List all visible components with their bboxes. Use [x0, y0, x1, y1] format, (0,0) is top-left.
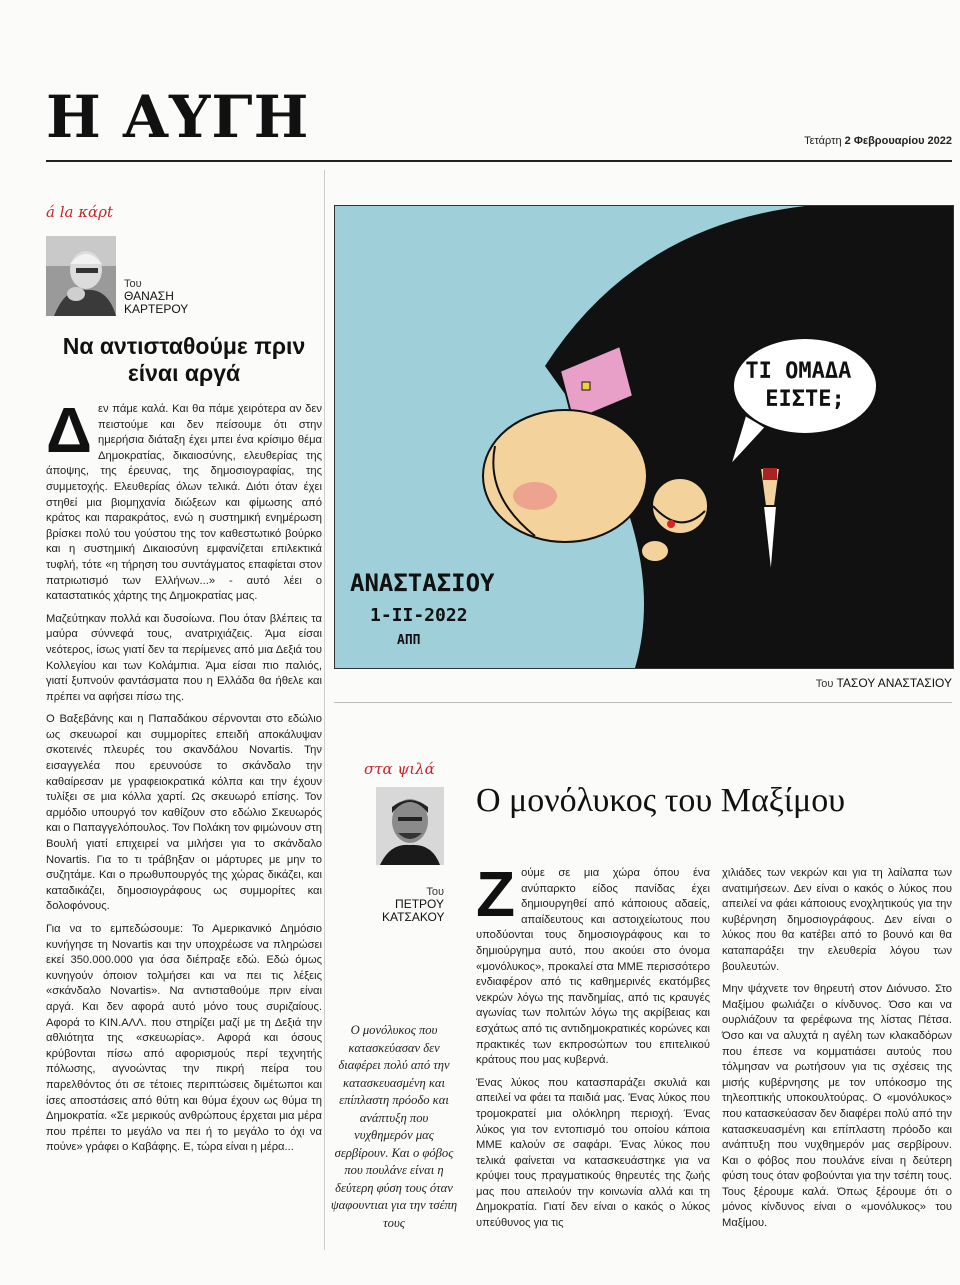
- cartoon-signature: ΑΝΑΣΤΑΣΙΟΥ: [350, 569, 495, 597]
- right-col1-paragraph-1: ούμε σε μια χώρα όπου ένα ανύπαρκτο είδος πανίδας έχει δημιουργηθεί από κάποιους αδαείς, απαίδευτους και αστοιχείωτους που υποδύονται τους δημοσιογράφους και το δημιούργημα αυτό, που ακούει στο όνομα «μονόλυκος», προκαλεί στα ΜΜΕ περισσότερο ενδιαφέρον από τις καθημερινές εκατόμβες νεκρών λόγω της πανδημίας, από τις κραυγές αγωνίας των πολιτών λόγω της ακρίβειας και εσχάτως από τις αντιδημοκρατικές κορώνες και πρακτικές των εκπροσώπων του επιτελικού κράτους που μας κυβερνά.: [476, 867, 710, 1067]
- byline-author: ΘΑΝΑΣΗ ΚΑΡΤΕΡΟΥ: [124, 289, 189, 317]
- masthead: Η ΑΥΓΗ: [46, 83, 310, 151]
- portrait-icon: [376, 787, 444, 865]
- article-title-right: Ο μονόλυκος του Μαξίμου: [476, 782, 846, 819]
- byline-prefix-right: Του: [426, 886, 444, 898]
- author-photo-karteros: [46, 236, 116, 316]
- dropcap-right: Ζ: [476, 858, 516, 930]
- issue-date: [804, 135, 952, 147]
- cartoon-signature-date: 1-II-2022: [370, 605, 468, 626]
- right-col1-paragraph-2: Ένας λύκος που κατασπαράζει σκυλιά και απειλεί να φάει τα παιδιά μας. Ένας λύκος που τρομοκρατεί μια ολόκληρη περιοχή. Ένας λύκος για τον εντοπισμό του οποίου κάποια ΜΜΕ καλούν σε σαφάρι. Ένας λύκος που τελικά φαίνεται να κατασκευάστηκε για να κρύψει τους πραγματικούς θηρευτές της ζωής μας που απειλούν την κοινωνία αλλά και τη Δημοκρατία. Γιατί δεν είναι ο κακός ο λύκος υπεύθυνος για τις: [476, 1076, 710, 1230]
- pull-quote: Ο μονόλυκος που κατασκεύασαν δεν διαφέρει πολύ από την κατασκευασμένη και επίπλαστη πρόοδο και ανάπτυξη που νυχθημερόν μας σερβίρουν. Και ο φόβος που πουλάνε είναι η δεύτερη φύση τους όταν ψαφουντιαι για την τσέπη τους: [330, 1023, 458, 1230]
- article-body-right-col2: [722, 866, 952, 1239]
- left-paragraph-2: Μαζεύτηκαν πολλά και δυσοίωνα. Που όταν βλέπεις τα μαύρα σύννεφά τους, ανατριχιάζεις. Άμα είσαι νεότερος, ίσως γιατί δεν τα περίμενες από μια Δεξιά του Κολλεγίου και των Κολάμπια. Άμα είσαι πιο παλιός, γιατί ξυπνούν φαντάσματα που η Ελλάδα θα ήθελε και πρέπει να αφήσει πίσω της.: [46, 612, 322, 703]
- section-tag-sta-psila: στα ψιλά: [364, 760, 435, 778]
- right-col2-paragraph-1: χιλιάδες των νεκρών και για τη λαίλαπα των ανατιμήσεων. Δεν είναι ο κακός ο λύκος που απειλεί να φάει κάποιους ενοχλητικούς για την κυβέρνηση δημοσιογράφους. Δεν είναι ο λύκος που θα κατέβει από το βουνό και θα καταπαράξει την ελευθερία λόγου των βουλευτών.: [722, 867, 952, 973]
- date-day: Τετάρτη: [804, 135, 842, 147]
- left-paragraph-1: εν πάμε καλά. Και θα πάμε χειρότερα αν δεν πειστούμε και δεν πείσουμε ότι στην ημερήσια διάταξη έχει μπει ένα κρίσιμο θέμα Δημοκρατίας, δικαιοσύνης, ελευθερίας της άποψης, της έρευνας, της δημοσιογραφίας, της συμμετοχής. Ελευθερίας όλων τελικά. Διότι όταν έχει στηθεί μια βιομηχανία διώξεων και φίμωσης από κράτος και παρακράτος, ενώ η συστημική ενημέρωση βρίσκει πολύ του γούστου της τον καθεστωτικό βούρκο και η συστημική Δικαιοσύνη εμφανίζεται επιλεκτικά τυφλή, τότε «η τήρηση του συντάγματος επαφίεται στον πατριωτισμό των Ελλήνων...» - αυτό λέει ο καταστατικός χάρτης της Δημοκρατίας μας.: [46, 403, 322, 603]
- section-tag-ala-kart: á la κάρt: [46, 203, 114, 221]
- byline-katsakos: [382, 886, 444, 924]
- column-divider: [324, 170, 325, 1250]
- cartoon-drawing: [335, 206, 953, 668]
- masthead-rule: [46, 160, 952, 162]
- article-body-left: [46, 394, 322, 1163]
- credit-prefix: Του: [815, 678, 834, 690]
- dropcap-left: Δ: [46, 394, 92, 466]
- article-body-right-col1: [476, 858, 710, 1239]
- editorial-cartoon: [334, 205, 954, 669]
- byline-author-right: ΠΕΤΡΟΥ ΚΑΤΣΑΚΟΥ: [382, 897, 445, 925]
- speech-line-1: ΤΙ ΟΜΑΔΑ: [745, 359, 852, 384]
- left-paragraph-3: Ο Βαξεβάνης και η Παπαδάκου σέρνονται στο εδώλιο ως σκευωροί και συμμορίτες επειδή αποκάλυψαν σκοτεινές πλευρές του σκανδάλου Novartis. Την εισαγγελέα που ερευνούσε το σκάνδαλο την καθαίρεσαν με γραφειοκρατικά κόλπα και την έχουν τυλίξει σε μια κόλλα χαρτί. Ως σκευωρό επίσης. Τον αρμόδιο υπουργό τον καθίζουν στο εδώλιο Σκευωρός και ο Παπαγγελόπουλος. Τον Πολάκη τον φιμώνουν στη Βουλή γιατί επιχειρεί να μιλήσει για το σκάνδαλο Novartis. Για το τι τράβηξαν οι μάρτυρες με μην το συζητάμε. Και ο πρωθυπουργός της χώρας δικάζει, και καταδικάζει, δημοσιογράφους ως συμμορίτες και δολοφόνους.: [46, 713, 322, 913]
- byline-karteros: [124, 278, 204, 316]
- cartoon-rule: [334, 702, 952, 703]
- speech-line-2: ΕΙΣΤΕ;: [765, 387, 845, 412]
- right-col2-paragraph-2: Μην ψάχνετε τον θηρευτή στον Διόνυσο. Στο Μαξίμου φωλιάζει ο κίνδυνος. Όσο και να ουρλιάζουν τα φερέφωνα της λίστας Πέτσα. Όσο και να αλυχτά η αγέλη των κλακαδόρων που έπεσε να κομματιάσει αυτούς που τόλμησαν να ρωτήσουν για τις σχέσεις της μισής κυβέρνησης με τον υπόκοσμο της τηλεοπτικής υποκουλτούρας. Ο «μονόλυκος» που κατασκεύασαν δεν διαφέρει πολύ από την κατασκευασμένη και επίπλαστη πρόοδο και ανάπτυξη που νυχθημερόν μας σερβίρουν. Και ο φόβος που πουλάνε είναι η δεύτερη φύση τους όταν φοβούνται για την τσέπη τους. Τους ξέρουμε καλά. Όπως ξέρουμε ότι ο μόνος κίνδυνος είναι ο «μονόλυκος» του Μαξίμου.: [722, 983, 952, 1230]
- cartoon-credit: [816, 676, 952, 690]
- author-photo-katsakos: [376, 787, 444, 865]
- credit-name: ΤΑΣΟΥ ΑΝΑΣΤΑΣΙΟΥ: [836, 676, 952, 690]
- left-paragraph-4: Για να το εμπεδώσουμε: Το Αμερικανικό Δημόσιο κυνήγησε τη Novartis και την υποχρέωσε να πληρώσει εκεί 350.000.000 για όσα διέπραξε εδώ. Εδώ όμως κυνηγούν όποιον τολμήσει και να πει τις λέξεις «σκάνδαλο Novartis». Να αντισταθούμε πριν είναι αργά. Και δεν αφορά αυτό μόνο τους συριζαίους. Αφορά το ΚΙΝ.ΑΛΛ. που στηρίζει μαζί με τη Δεξιά την αθλιότητα της «σκευωρίας». Αφορά και όσους κρύβονται πίσω από αφορισμούς περί τεχνητής πόλωσης, αγνοώντας την πικρή πείρα του παρελθόντος ότι σε τέτοιες περιπτώσεις διμέτωποι και ίσες αποστάσεις από θύτη και θύμα έχουν ως θύμα τη Δημοκρατία. «Σε μερικούς ανθρώπους έρχεται μια μέρα που πρέπει το μεγάλο να πει ή το μεγάλο το όχι να πούνε» γράφει ο Καβάφης. Ε, τώρα είναι η μέρα...: [46, 923, 322, 1154]
- byline-prefix: Του: [124, 278, 142, 290]
- article-title-left: Να αντισταθούμε πριν είναι αργά: [62, 333, 306, 387]
- date-rest: 2 Φεβρουαρίου 2022: [844, 135, 952, 147]
- cartoon-signature-extra: ΑΠΠ: [397, 633, 421, 648]
- portrait-icon: [46, 236, 116, 316]
